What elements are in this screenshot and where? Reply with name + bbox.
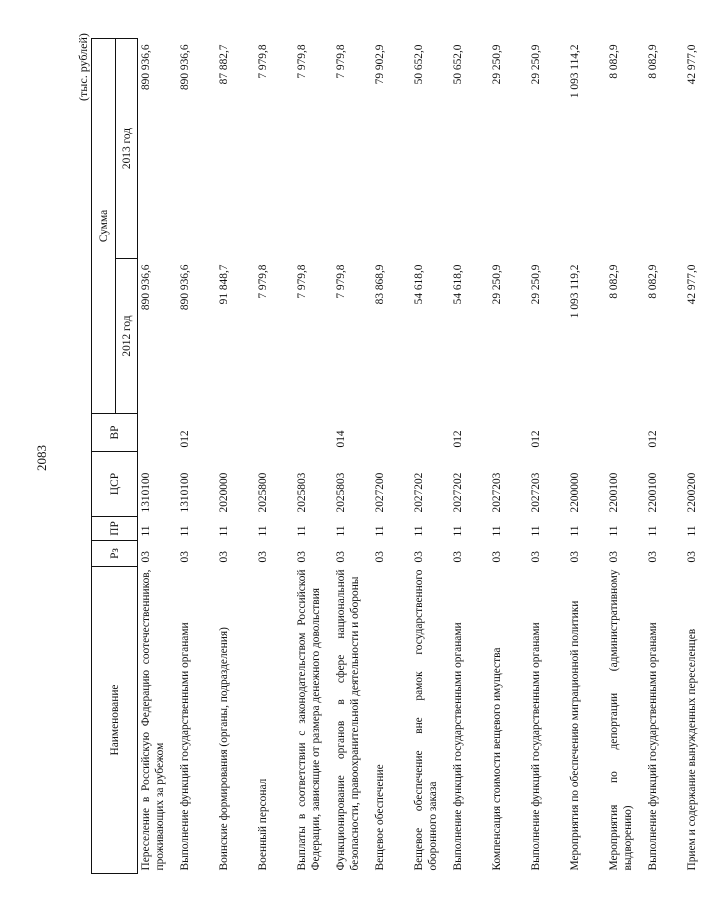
cell-rz: 03 xyxy=(530,551,542,563)
cell-y2012: 54 618,0 xyxy=(452,264,464,305)
cell-pr: 11 xyxy=(530,525,542,537)
cell-y2013: 8 082,9 xyxy=(608,44,620,79)
cell-y2013: 890 936,6 xyxy=(140,44,152,91)
table-row xyxy=(138,38,178,873)
header-2012: 2012 год xyxy=(116,259,138,414)
cell-csr: 2025803 xyxy=(296,472,308,513)
table-row xyxy=(372,38,411,873)
cell-name: Воинские формирования (органы, подразделения) xyxy=(218,627,230,871)
cell-vr xyxy=(255,414,294,452)
cell-y2012: 890 936,6 xyxy=(140,264,152,311)
budget-table-container xyxy=(91,39,698,874)
table-row xyxy=(411,38,450,873)
cell-y2013: 890 936,6 xyxy=(179,44,191,91)
page-number: 2083 xyxy=(34,445,49,471)
cell-rz: 03 xyxy=(608,551,620,563)
cell-csr: 2025800 xyxy=(257,472,269,513)
cell-pr: 11 xyxy=(257,525,269,537)
cell-name: Функционирование органов в сфере национальной безопасности, правоохранительной деятельности и обороны xyxy=(335,569,361,871)
table-row xyxy=(645,38,684,873)
cell-y2012: 1 093 119,2 xyxy=(569,264,581,319)
cell-csr: 2027202 xyxy=(452,472,464,513)
cell-rz: 03 xyxy=(413,551,425,563)
cell-rz: 03 xyxy=(452,551,464,563)
cell-y2013: 50 652,0 xyxy=(413,44,425,85)
cell-pr: 11 xyxy=(296,525,308,537)
cell-rz: 03 xyxy=(491,551,503,563)
cell-csr: 2200100 xyxy=(608,472,620,513)
cell-y2012: 83 868,9 xyxy=(374,264,386,305)
cell-vr xyxy=(294,414,333,452)
budget-table xyxy=(91,38,723,874)
cell-pr: 11 xyxy=(647,525,659,537)
cell-csr: 2200200 xyxy=(686,472,698,513)
cell-name: Прием и содержание вынужденных переселенцев xyxy=(686,628,698,871)
cell-y2012: 8 082,9 xyxy=(608,264,620,299)
table-row xyxy=(255,38,294,873)
cell-y2013: 29 250,9 xyxy=(530,44,542,85)
table-row xyxy=(684,38,723,873)
units-label: (тыс. рублей) xyxy=(76,33,90,101)
cell-y2012: 29 250,9 xyxy=(491,264,503,305)
cell-pr: 11 xyxy=(452,525,464,537)
cell-pr: 11 xyxy=(335,525,347,537)
cell-rz: 03 xyxy=(296,551,308,563)
cell-name: Выполнение функций государственными органами xyxy=(452,622,464,871)
header-csr: ЦСР xyxy=(92,452,138,517)
cell-name: Выполнение функций государственными органами xyxy=(647,622,659,871)
table-row xyxy=(216,38,255,873)
cell-rz: 03 xyxy=(140,551,152,563)
cell-vr xyxy=(567,414,606,452)
cell-y2013: 1 093 114,2 xyxy=(569,44,581,99)
table-row xyxy=(528,38,567,873)
cell-rz: 03 xyxy=(179,551,191,563)
cell-name: Мероприятия по депортации (административному выдворению) xyxy=(608,569,634,871)
cell-y2013: 8 082,9 xyxy=(647,44,659,79)
cell-y2013: 79 902,9 xyxy=(374,44,386,85)
table-row xyxy=(333,38,372,873)
cell-pr: 11 xyxy=(413,525,425,537)
cell-csr: 2027200 xyxy=(374,472,386,513)
cell-pr: 11 xyxy=(179,525,191,537)
cell-rz: 03 xyxy=(569,551,581,563)
cell-vr xyxy=(138,414,178,452)
cell-y2012: 42 977,0 xyxy=(686,264,698,305)
cell-y2012: 54 618,0 xyxy=(413,264,425,305)
cell-vr xyxy=(606,414,645,452)
cell-csr: 2020000 xyxy=(218,472,230,513)
cell-vr: 012 xyxy=(179,430,191,448)
cell-y2013: 29 250,9 xyxy=(491,44,503,85)
cell-y2013: 87 882,7 xyxy=(218,44,230,85)
cell-vr xyxy=(372,414,411,452)
cell-pr: 11 xyxy=(569,525,581,537)
table-body xyxy=(138,38,723,873)
cell-y2012: 7 979,8 xyxy=(296,264,308,299)
cell-y2012: 29 250,9 xyxy=(530,264,542,305)
cell-y2013: 50 652,0 xyxy=(452,44,464,85)
cell-y2013: 7 979,8 xyxy=(257,44,269,79)
table-row xyxy=(567,38,606,873)
cell-rz: 03 xyxy=(647,551,659,563)
cell-rz: 03 xyxy=(686,551,698,563)
cell-csr: 2027203 xyxy=(530,472,542,513)
cell-vr: 014 xyxy=(335,430,347,448)
cell-rz: 03 xyxy=(335,551,347,563)
cell-y2012: 890 936,6 xyxy=(179,264,191,311)
cell-csr: 2027202 xyxy=(413,472,425,513)
header-sum: Сумма xyxy=(92,38,116,413)
cell-name: Выполнение функций государственными органами xyxy=(530,622,542,871)
cell-csr: 1310100 xyxy=(140,472,152,513)
cell-vr: 012 xyxy=(452,430,464,448)
cell-csr: 1310100 xyxy=(179,472,191,513)
cell-rz: 03 xyxy=(257,551,269,563)
cell-pr: 11 xyxy=(491,525,503,537)
cell-pr: 11 xyxy=(374,525,386,537)
cell-name: Выплаты в соответствии с законодательством Российской Федерации, зависящие от размера денежного довольствия xyxy=(296,569,322,871)
cell-csr: 2027203 xyxy=(491,472,503,513)
cell-pr: 11 xyxy=(608,525,620,537)
cell-name: Вещевое обеспечение вне рамок государственного оборонного заказа xyxy=(413,569,439,871)
cell-vr xyxy=(684,414,723,452)
cell-vr xyxy=(216,414,255,452)
header-vr: ВР xyxy=(92,414,138,452)
cell-rz: 03 xyxy=(374,551,386,563)
cell-pr: 11 xyxy=(140,525,152,537)
header-row xyxy=(92,38,116,873)
cell-csr: 2025803 xyxy=(335,472,347,513)
header-pr: ПР xyxy=(92,517,138,541)
cell-y2012: 91 848,7 xyxy=(218,264,230,305)
table-row xyxy=(294,38,333,873)
table-row xyxy=(450,38,489,873)
cell-name: Выполнение функций государственными органами xyxy=(179,622,191,871)
cell-name: Военный персонал xyxy=(257,778,269,871)
cell-csr: 2200100 xyxy=(647,472,659,513)
cell-vr xyxy=(489,414,528,452)
table-row xyxy=(177,38,216,873)
cell-rz: 03 xyxy=(218,551,230,563)
cell-y2013: 7 979,8 xyxy=(296,44,308,79)
cell-y2013: 42 977,0 xyxy=(686,44,698,85)
cell-y2012: 7 979,8 xyxy=(257,264,269,299)
header-rz: Рз xyxy=(92,541,138,567)
cell-csr: 2200000 xyxy=(569,472,581,513)
cell-vr xyxy=(411,414,450,452)
table-row xyxy=(606,38,645,873)
cell-vr: 012 xyxy=(530,430,542,448)
table-row xyxy=(489,38,528,873)
cell-name: Мероприятия по обеспечению миграционной политики xyxy=(569,600,581,871)
header-name: Наименование xyxy=(92,567,138,874)
cell-name: Вещевое обеспечение xyxy=(374,764,386,871)
cell-y2012: 8 082,9 xyxy=(647,264,659,299)
cell-name: Переселение в Российскую Федерацию соотечественников, проживающих за рубежом xyxy=(140,569,166,871)
cell-vr: 012 xyxy=(647,430,659,448)
cell-pr: 11 xyxy=(218,525,230,537)
cell-pr: 11 xyxy=(686,525,698,537)
header-2013: 2013 год xyxy=(116,38,138,258)
cell-name: Компенсация стоимости вещевого имущества xyxy=(491,647,503,871)
cell-y2012: 7 979,8 xyxy=(335,264,347,299)
cell-y2013: 7 979,8 xyxy=(335,44,347,79)
